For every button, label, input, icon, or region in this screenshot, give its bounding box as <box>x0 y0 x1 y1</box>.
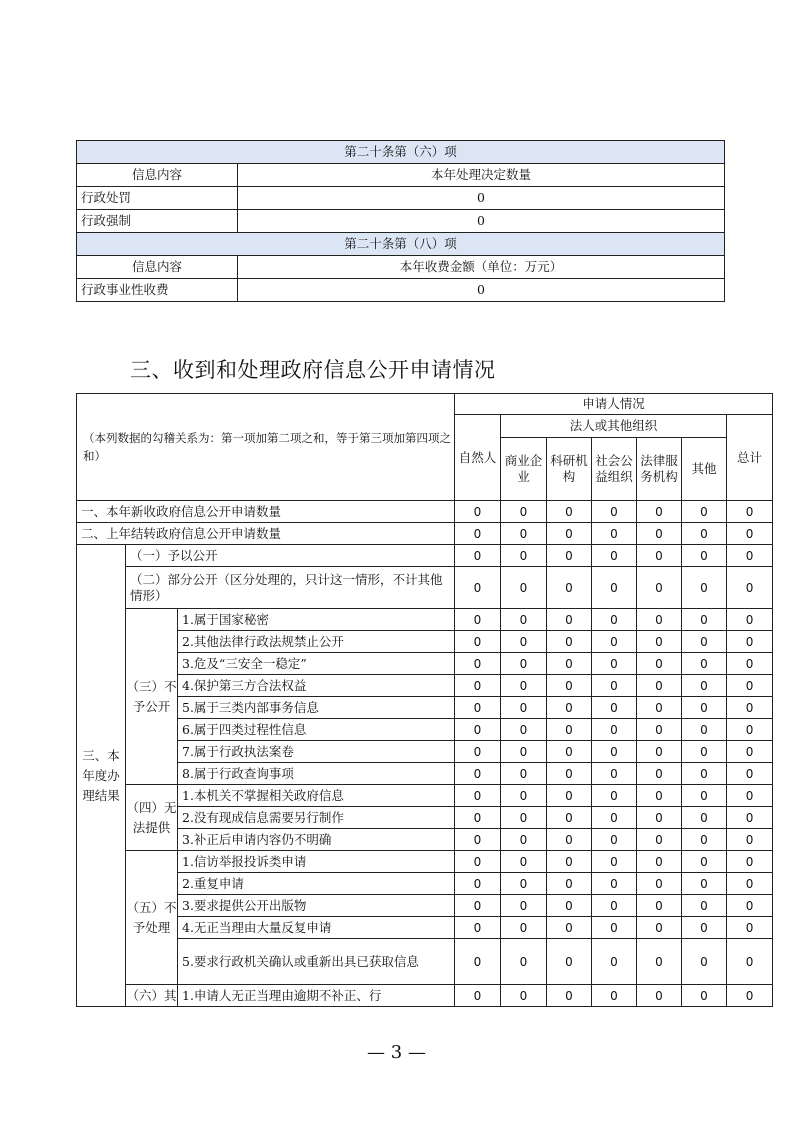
fee-and-decision-table <box>76 140 725 302</box>
row-label: 4.无正当理由大量反复申请 <box>178 917 455 939</box>
row-value: 0 <box>238 187 725 210</box>
data-cell: 0 <box>637 567 682 609</box>
data-cell: 0 <box>547 523 592 545</box>
legal-org-header: 法人或其他组织 <box>501 415 727 438</box>
data-cell: 0 <box>727 917 773 939</box>
data-cell: 0 <box>592 829 637 851</box>
data-cell: 0 <box>727 807 773 829</box>
data-cell: 0 <box>727 895 773 917</box>
data-cell: 0 <box>637 675 682 697</box>
row-value: 0 <box>238 279 725 302</box>
data-cell: 0 <box>501 523 547 545</box>
data-cell: 0 <box>501 785 547 807</box>
data-cell: 0 <box>637 873 682 895</box>
data-cell: 0 <box>727 719 773 741</box>
data-cell: 0 <box>637 545 682 567</box>
data-cell: 0 <box>682 523 727 545</box>
data-cell: 0 <box>637 697 682 719</box>
data-cell: 0 <box>501 873 547 895</box>
data-cell: 0 <box>637 523 682 545</box>
column-header: 信息内容 <box>77 256 238 279</box>
data-cell: 0 <box>501 567 547 609</box>
data-cell: 0 <box>682 675 727 697</box>
data-cell: 0 <box>592 873 637 895</box>
org-column-header: 法律服务机构 <box>637 438 682 501</box>
data-cell: 0 <box>547 545 592 567</box>
row-label: 二、上年结转政府信息公开申请数量 <box>77 523 455 545</box>
data-cell: 0 <box>501 741 547 763</box>
data-cell: 0 <box>547 501 592 523</box>
data-cell: 0 <box>455 567 501 609</box>
data-cell: 0 <box>592 741 637 763</box>
data-cell: 0 <box>501 675 547 697</box>
data-cell: 0 <box>592 939 637 985</box>
data-cell: 0 <box>455 653 501 675</box>
data-cell: 0 <box>592 763 637 785</box>
row-label: 3.补正后申请内容仍不明确 <box>178 829 455 851</box>
row-label: 1.本机关不掌握相关政府信息 <box>178 785 455 807</box>
data-cell: 0 <box>501 763 547 785</box>
data-cell: 0 <box>592 545 637 567</box>
data-cell: 0 <box>501 609 547 631</box>
data-cell: 0 <box>637 939 682 985</box>
subgroup-label: （五）不予处理 <box>126 851 178 985</box>
applicant-header: 申请人情况 <box>455 394 773 415</box>
data-cell: 0 <box>682 917 727 939</box>
data-cell: 0 <box>682 567 727 609</box>
org-column-header: 社会公益组织 <box>592 438 637 501</box>
data-cell: 0 <box>682 829 727 851</box>
data-cell: 0 <box>592 675 637 697</box>
data-cell: 0 <box>501 851 547 873</box>
data-cell: 0 <box>455 807 501 829</box>
data-cell: 0 <box>727 523 773 545</box>
results-group-label: 三、本年度办理结果 <box>77 545 126 1007</box>
data-cell: 0 <box>455 917 501 939</box>
row-label: 5.属于三类内部事务信息 <box>178 697 455 719</box>
row-label: 2.重复申请 <box>178 873 455 895</box>
data-cell: 0 <box>637 807 682 829</box>
data-cell: 0 <box>592 501 637 523</box>
data-cell: 0 <box>637 917 682 939</box>
data-cell: 0 <box>455 873 501 895</box>
row-label: （二）部分公开（区分处理的，只计这一情形，不计其他情形） <box>126 567 455 609</box>
data-cell: 0 <box>727 763 773 785</box>
data-cell: 0 <box>547 567 592 609</box>
data-cell: 0 <box>547 807 592 829</box>
column-header: 信息内容 <box>77 164 238 187</box>
row-label: 4.保护第三方合法权益 <box>178 675 455 697</box>
data-cell: 0 <box>547 895 592 917</box>
data-cell: 0 <box>455 785 501 807</box>
data-cell: 0 <box>501 501 547 523</box>
data-cell: 0 <box>637 763 682 785</box>
total-header: 总计 <box>727 415 773 501</box>
data-cell: 0 <box>592 917 637 939</box>
data-cell: 0 <box>455 501 501 523</box>
data-cell: 0 <box>727 567 773 609</box>
data-cell: 0 <box>727 545 773 567</box>
data-cell: 0 <box>592 609 637 631</box>
section-header: 第二十条第（六）项 <box>77 141 725 164</box>
data-cell: 0 <box>455 609 501 631</box>
data-cell: 0 <box>727 829 773 851</box>
data-cell: 0 <box>727 653 773 675</box>
data-cell: 0 <box>455 763 501 785</box>
application-handling-table <box>76 393 773 1007</box>
data-cell: 0 <box>682 763 727 785</box>
data-cell: 0 <box>727 631 773 653</box>
row-label: 行政处罚 <box>77 187 238 210</box>
row-label: 7.属于行政执法案卷 <box>178 741 455 763</box>
data-cell: 0 <box>592 851 637 873</box>
data-cell: 0 <box>547 785 592 807</box>
data-cell: 0 <box>592 785 637 807</box>
data-cell: 0 <box>682 895 727 917</box>
data-cell: 0 <box>592 567 637 609</box>
data-cell: 0 <box>547 719 592 741</box>
data-cell: 0 <box>547 697 592 719</box>
data-cell: 0 <box>682 939 727 985</box>
org-column-header: 其他 <box>682 438 727 501</box>
column-header: 本年收费金额（单位：万元） <box>238 256 725 279</box>
data-cell: 0 <box>682 697 727 719</box>
data-cell: 0 <box>637 653 682 675</box>
row-label: 5.要求行政机关确认或重新出具已获取信息 <box>178 939 455 985</box>
subgroup-label: （六）其 <box>126 985 178 1007</box>
data-cell: 0 <box>727 873 773 895</box>
data-cell: 0 <box>455 719 501 741</box>
data-cell: 0 <box>637 895 682 917</box>
row-label: 3.危及“三安全一稳定” <box>178 653 455 675</box>
data-cell: 0 <box>592 895 637 917</box>
subgroup-label: （四）无法提供 <box>126 785 178 851</box>
data-cell: 0 <box>501 631 547 653</box>
column-header: 本年处理决定数量 <box>238 164 725 187</box>
data-cell: 0 <box>637 829 682 851</box>
data-cell: 0 <box>682 501 727 523</box>
org-column-header: 商业企业 <box>501 438 547 501</box>
data-cell: 0 <box>547 829 592 851</box>
data-cell: 0 <box>682 741 727 763</box>
data-cell: 0 <box>501 939 547 985</box>
data-cell: 0 <box>547 675 592 697</box>
data-cell: 0 <box>592 807 637 829</box>
data-cell: 0 <box>501 985 547 1007</box>
row-label: 2.其他法律行政法规禁止公开 <box>178 631 455 653</box>
data-cell: 0 <box>501 807 547 829</box>
data-cell: 0 <box>455 523 501 545</box>
data-cell: 0 <box>547 609 592 631</box>
data-cell: 0 <box>637 631 682 653</box>
data-cell: 0 <box>727 851 773 873</box>
data-cell: 0 <box>455 631 501 653</box>
row-label: 3.要求提供公开出版物 <box>178 895 455 917</box>
data-cell: 0 <box>727 985 773 1007</box>
row-label: 1.信访举报投诉类申请 <box>178 851 455 873</box>
subgroup-label: （三）不予公开 <box>126 609 178 785</box>
data-cell: 0 <box>727 785 773 807</box>
data-cell: 0 <box>682 719 727 741</box>
section-header: 第二十条第（八）项 <box>77 233 725 256</box>
data-cell: 0 <box>455 985 501 1007</box>
data-cell: 0 <box>455 741 501 763</box>
row-label: （一）予以公开 <box>126 545 455 567</box>
row-label: 一、本年新收政府信息公开申请数量 <box>77 501 455 523</box>
data-cell: 0 <box>547 741 592 763</box>
data-cell: 0 <box>637 785 682 807</box>
data-cell: 0 <box>547 851 592 873</box>
data-cell: 0 <box>682 785 727 807</box>
data-cell: 0 <box>547 917 592 939</box>
page-number: — 3 — <box>367 1042 426 1063</box>
data-cell: 0 <box>547 939 592 985</box>
data-cell: 0 <box>455 545 501 567</box>
data-cell: 0 <box>592 653 637 675</box>
data-cell: 0 <box>547 653 592 675</box>
data-cell: 0 <box>592 985 637 1007</box>
data-cell: 0 <box>501 545 547 567</box>
data-cell: 0 <box>547 631 592 653</box>
data-cell: 0 <box>727 675 773 697</box>
data-cell: 0 <box>727 501 773 523</box>
row-label: 8.属于行政查询事项 <box>178 763 455 785</box>
data-cell: 0 <box>455 939 501 985</box>
data-cell: 0 <box>682 873 727 895</box>
data-cell: 0 <box>592 631 637 653</box>
row-label: 1.申请人无正当理由逾期不补正、行 <box>178 985 455 1007</box>
data-cell: 0 <box>637 609 682 631</box>
data-cell: 0 <box>637 851 682 873</box>
data-cell: 0 <box>727 939 773 985</box>
data-cell: 0 <box>501 829 547 851</box>
data-cell: 0 <box>501 895 547 917</box>
row-label: 行政强制 <box>77 210 238 233</box>
data-cell: 0 <box>455 675 501 697</box>
reconciliation-note: （本列数据的勾稽关系为：第一项加第二项之和，等于第三项加第四项之和） <box>77 394 455 501</box>
data-cell: 0 <box>727 697 773 719</box>
natural-person-header: 自然人 <box>455 415 501 501</box>
data-cell: 0 <box>501 917 547 939</box>
data-cell: 0 <box>501 697 547 719</box>
data-cell: 0 <box>637 501 682 523</box>
data-cell: 0 <box>682 545 727 567</box>
section-heading: 三、收到和处理政府信息公开申请情况 <box>130 358 496 382</box>
data-cell: 0 <box>455 851 501 873</box>
data-cell: 0 <box>727 609 773 631</box>
row-label: 6.属于四类过程性信息 <box>178 719 455 741</box>
row-label: 2.没有现成信息需要另行制作 <box>178 807 455 829</box>
data-cell: 0 <box>682 631 727 653</box>
org-column-header: 科研机构 <box>547 438 592 501</box>
data-cell: 0 <box>501 653 547 675</box>
data-cell: 0 <box>637 985 682 1007</box>
data-cell: 0 <box>682 851 727 873</box>
data-cell: 0 <box>727 741 773 763</box>
data-cell: 0 <box>592 719 637 741</box>
row-label: 行政事业性收费 <box>77 279 238 302</box>
data-cell: 0 <box>637 741 682 763</box>
data-cell: 0 <box>637 719 682 741</box>
data-cell: 0 <box>682 985 727 1007</box>
data-cell: 0 <box>547 763 592 785</box>
data-cell: 0 <box>682 609 727 631</box>
data-cell: 0 <box>547 985 592 1007</box>
data-cell: 0 <box>592 697 637 719</box>
data-cell: 0 <box>501 719 547 741</box>
row-label: 1.属于国家秘密 <box>178 609 455 631</box>
row-value: 0 <box>238 210 725 233</box>
data-cell: 0 <box>455 829 501 851</box>
data-cell: 0 <box>455 697 501 719</box>
data-cell: 0 <box>592 523 637 545</box>
data-cell: 0 <box>682 653 727 675</box>
data-cell: 0 <box>455 895 501 917</box>
data-cell: 0 <box>547 873 592 895</box>
data-cell: 0 <box>682 807 727 829</box>
